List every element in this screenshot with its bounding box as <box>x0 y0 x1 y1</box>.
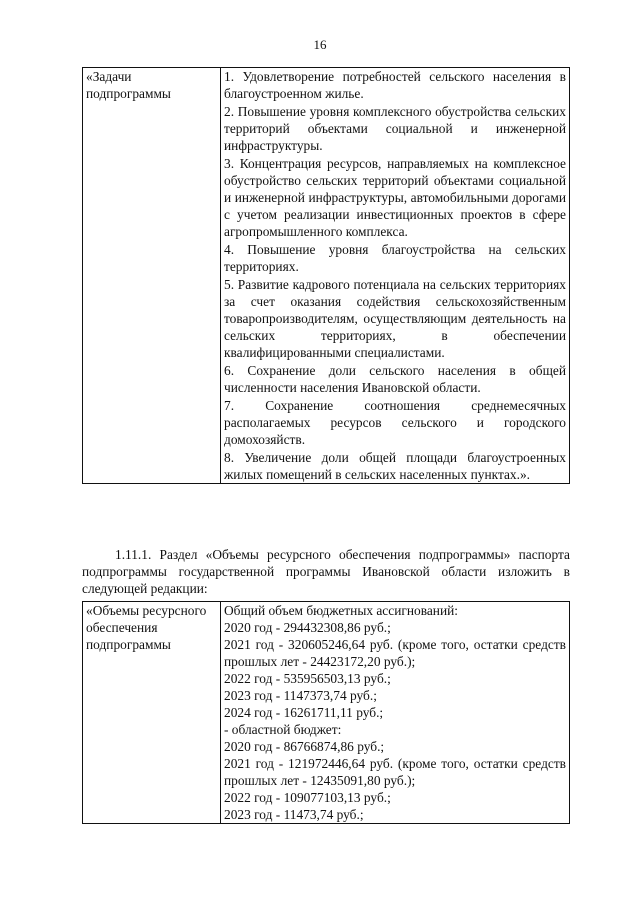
tasks-label: «Задачи подпрограммы <box>83 68 221 484</box>
budget-heading: Общий объем бюджетных ассигнований: <box>224 603 459 618</box>
page-number: 16 <box>313 37 327 52</box>
resources-table <box>82 601 570 824</box>
tasks-cell <box>221 68 570 484</box>
task-item-8: 8. Увеличение доли общей площади благоустроенных жилых помещений в сельских населенных пунктах.». <box>224 450 566 482</box>
total-2022: 2022 год - 535956503,13 руб.; <box>224 671 391 686</box>
regional-2021: 2021 год - 121972446,64 руб. (кроме того, остатки средств прошлых лет - 12435091,80 руб.); <box>224 756 566 788</box>
regional-budget-heading: - областной бюджет: <box>224 722 342 737</box>
task-item-3: 3. Концентрация ресурсов, направляемых на комплексное обустройство сельских территорий объектами социальной и инженерной инфраструктуры, автомобильными дорогами с учетом реализации инвестиционных проектов в сфере агропромышленного комплекса. <box>224 156 566 239</box>
amendment-paragraph: 1.11.1. Раздел «Объемы ресурсного обеспечения подпрограммы» паспорта подпрограммы государственной программы Ивановской области изложить в следующей редакции: <box>82 547 570 596</box>
task-item-2: 2. Повышение уровня комплексного обустройства сельских территорий объектами социальной и инженерной инфраструктуры. <box>224 104 566 153</box>
resources-row <box>83 602 570 824</box>
task-item-6: 6. Сохранение доли сельского населения в общей численности населения Ивановской области. <box>224 363 566 395</box>
task-item-7: 7. Сохранение соотношения среднемесячных располагаемых ресурсов сельского и городского домохозяйств. <box>224 398 566 447</box>
total-2024: 2024 год - 16261711,11 руб.; <box>224 705 384 720</box>
total-2021: 2021 год - 320605246,64 руб. (кроме того, остатки средств прошлых лет - 24423172,20 руб.); <box>224 637 566 669</box>
total-2023: 2023 год - 1147373,74 руб.; <box>224 688 377 703</box>
tasks-row <box>83 68 570 484</box>
resources-label: «Объемы ресурсного обеспечения подпрограммы <box>83 602 221 824</box>
task-item-4: 4. Повышение уровня благоустройства на сельских территориях. <box>224 242 566 274</box>
task-item-1: 1. Удовлетворение потребностей сельского населения в благоустроенном жилье. <box>224 69 566 101</box>
regional-2020: 2020 год - 86766874,86 руб.; <box>224 739 385 754</box>
regional-2022: 2022 год - 109077103,13 руб.; <box>224 790 391 805</box>
task-item-5: 5. Развитие кадрового потенциала на сельских территориях за счет оказания содействия сельскохозяйственным товаропроизводителям, осуществляющим деятельность на сельских территориях, в обеспечении квалифицированными специалистами. <box>224 277 566 360</box>
tasks-table <box>82 67 570 484</box>
resources-cell <box>221 602 570 824</box>
regional-2023: 2023 год - 11473,74 руб.; <box>224 807 364 822</box>
total-2020: 2020 год - 294432308,86 руб.; <box>224 620 391 635</box>
